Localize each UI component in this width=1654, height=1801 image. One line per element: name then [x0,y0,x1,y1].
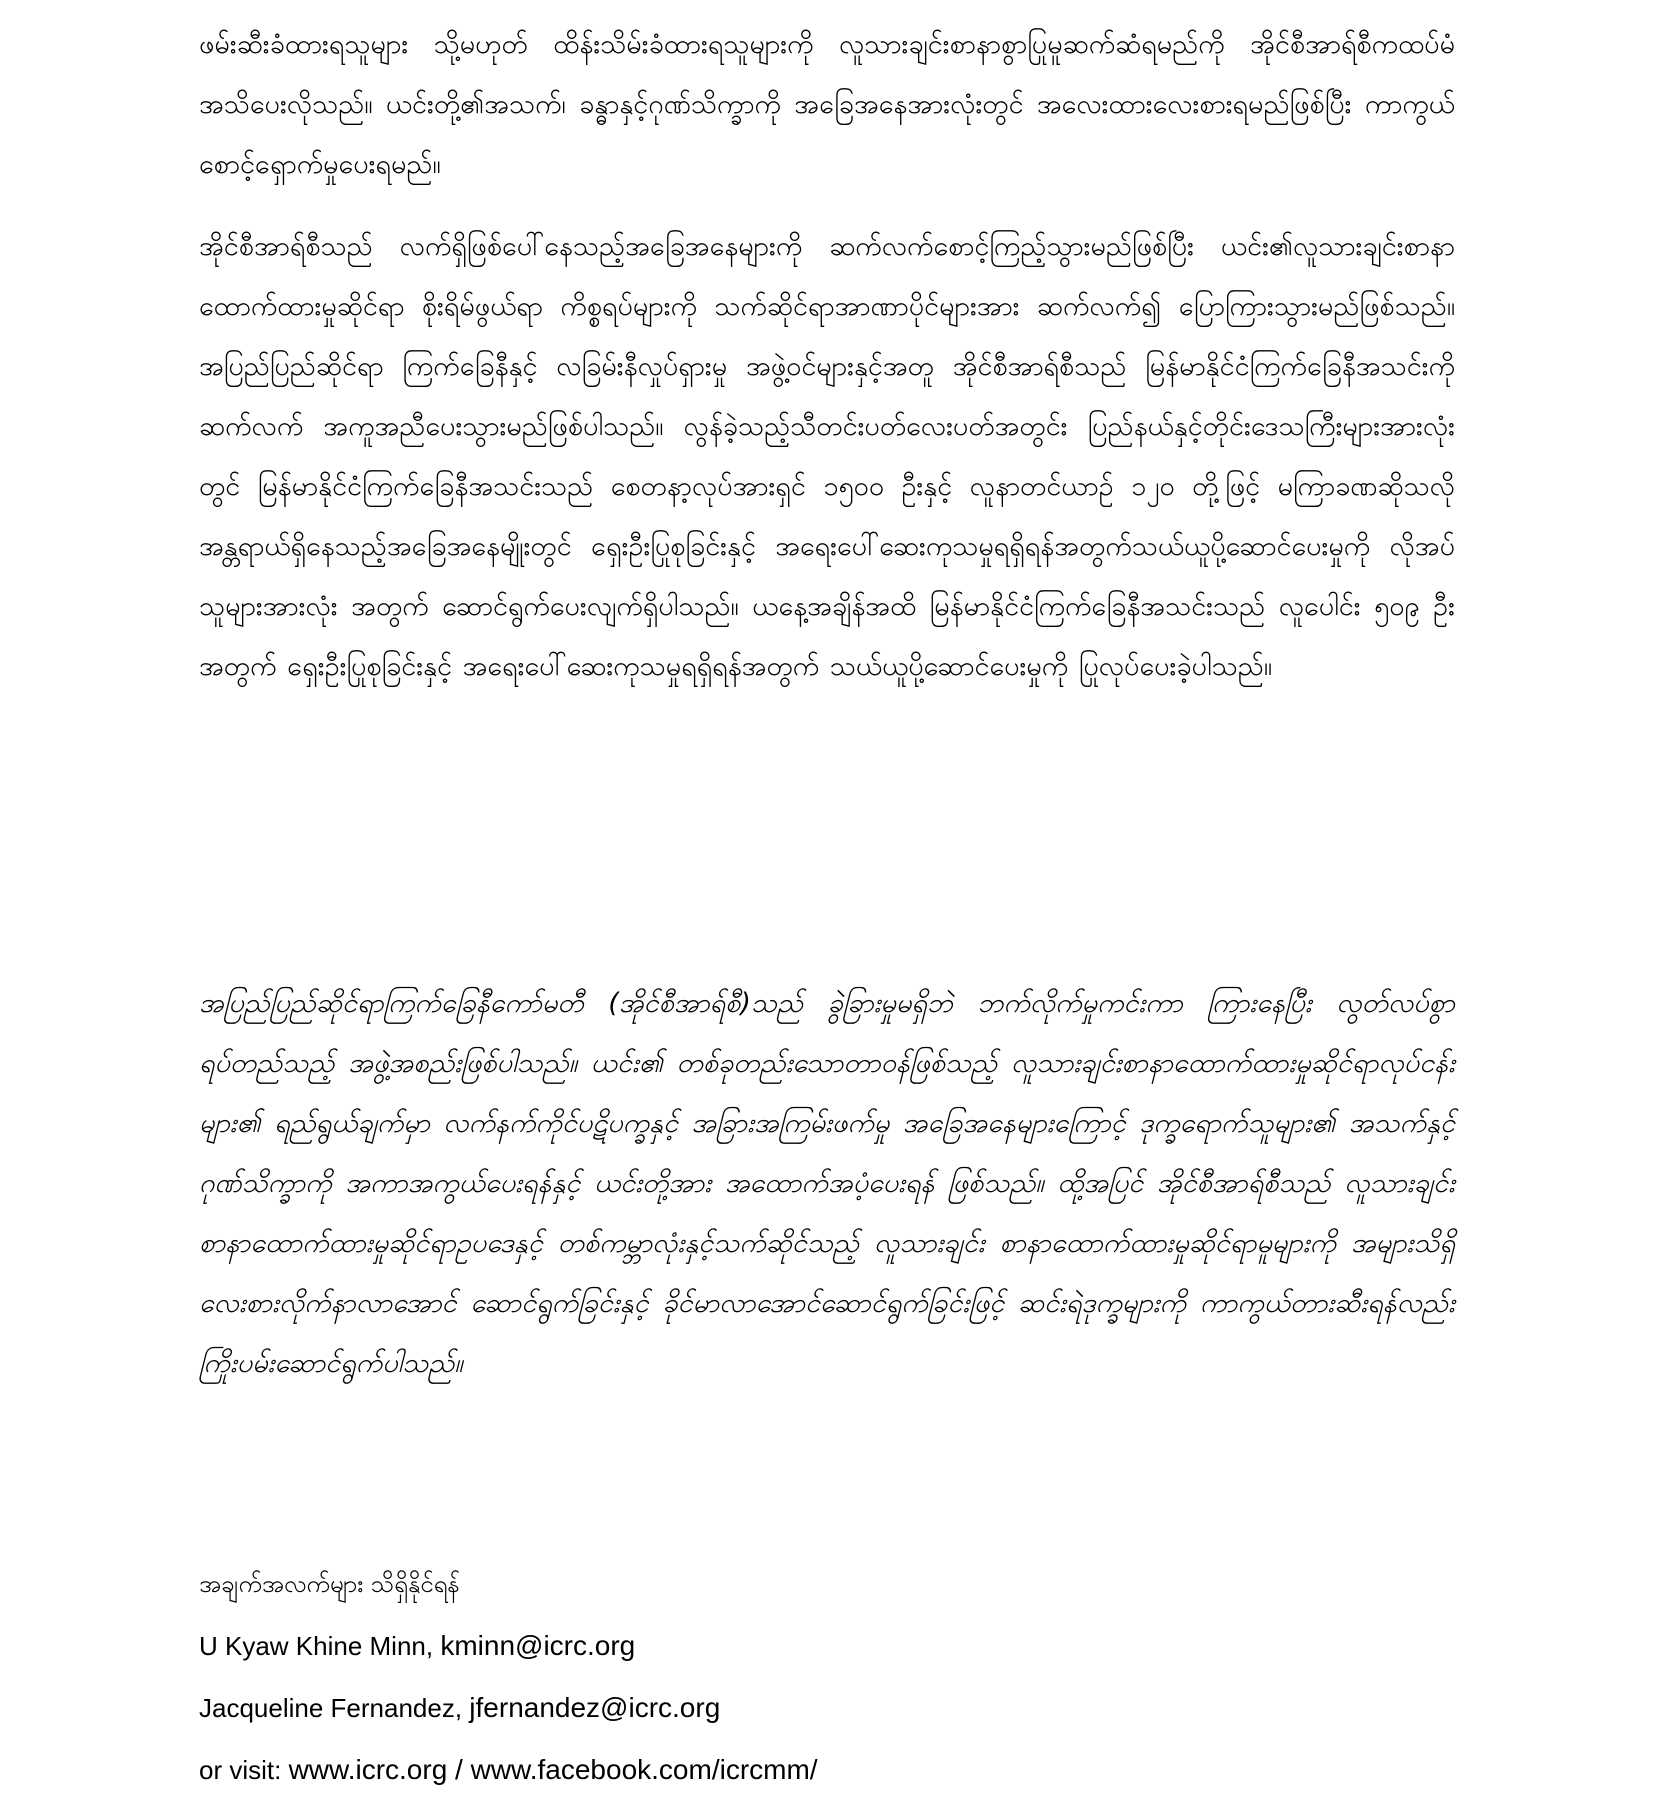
contact-person-2-name: Jacqueline Fernandez, [199,1693,463,1723]
contact-person-2-email[interactable]: jfernandez@icrc.org [469,1692,721,1723]
contact-section [199,1553,1455,1801]
contact-person-1-email[interactable]: kminn@icrc.org [440,1630,636,1661]
paragraph-icrc-boilerplate: အပြည်ပြည်ဆိုင်ရာကြက်ခြေနီကော်မတီ (အိုင်စီအာရ်စီ)သည် ခွဲခြားမှုမရှိဘဲ ဘက်လိုက်မှုကင်းကာ ကြားနေပြီး လွတ်လပ်စွာရပ်တည်သည့် အဖွဲ့အစည်းဖြစ်ပါသည်။ ယင်း၏ တစ်ခုတည်းသောတာဝန်ဖြစ်သည့် လူသားချင်းစာနာထောက်ထားမှုဆိုင်ရာလုပ်ငန်းများ၏ ရည်ရွယ်ချက်မှာ လက်နက်ကိုင်ပဋိပက္ခနှင့် အခြားအကြမ်းဖက်မှု အခြေအနေများကြောင့် ဒုက္ခရောက်သူများ၏ အသက်နှင့်ဂုဏ်သိက္ခာကို အကာအကွယ်ပေးရန်နှင့် ယင်းတို့အား အထောက်အပံ့ပေးရန် ဖြစ်သည်။ ထို့အပြင် အိုင်စီအာရ်စီသည် လူသားချင်းစာနာထောက်ထားမှုဆိုင်ရာဥပဒေနှင့် တစ်ကမ္ဘာလုံးနှင့်သက်ဆိုင်သည့် လူသားချင်း စာနာထောက်ထားမှုဆိုင်ရာမူများကို အများသိရှိလေးစားလိုက်နာလာအောင် ဆောင်ရွက်ခြင်းနှင့် ခိုင်မာလာအောင်ဆောင်ရွက်ခြင်းဖြင့် ဆင်းရဲဒုက္ခများကို ကာကွယ်တားဆီးရန်လည်း ကြိုးပမ်းဆောင်ရွက်ပါသည်။ [199,988,1455,1379]
visit-label: or visit: [199,1755,282,1785]
contact-visit-line [199,1739,1455,1801]
paragraph-icrc-monitoring: အိုင်စီအာရ်စီသည် လက်ရှိဖြစ်ပေါ်နေသည့်အခြေအနေများကို ဆက်လက်စောင့်ကြည့်သွားမည်ဖြစ်ပြီး ယင်း၏လူသားချင်းစာနာထောက်ထားမှုဆိုင်ရာ စိုးရိမ်ဖွယ်ရာ ကိစ္စရပ်များကို သက်ဆိုင်ရာအာဏာပိုင်များအား ဆက်လက်၍ ပြောကြားသွားမည်ဖြစ်သည်။ အပြည်ပြည်ဆိုင်ရာ ကြက်ခြေနီနှင့် လခြမ်းနီလှုပ်ရှားမှု အဖွဲ့ဝင်များနှင့်အတူ အိုင်စီအာရ်စီသည် မြန်မာနိုင်ငံကြက်ခြေနီအသင်းကို ဆက်လက် အကူအညီပေးသွားမည်ဖြစ်ပါသည်။ လွန်ခဲ့သည့်သီတင်းပတ်လေးပတ်အတွင်း ပြည်နယ်နှင့်တိုင်းဒေသကြီးများအားလုံးတွင် မြန်မာနိုင်ငံကြက်ခြေနီအသင်းသည် စေတနာ့လုပ်အားရှင် ၁၅၀၀ ဦးနှင့် လူနာတင်ယာဉ် ၁၂၀ တို့ဖြင့် မကြာခဏဆိုသလို အန္တရာယ်ရှိနေသည့်အခြေအနေမျိုးတွင် ရှေးဦးပြုစုခြင်းနှင့် အရေးပေါ်ဆေးကုသမှုရရှိရန်အတွက်သယ်ယူပို့ဆောင်ပေးမှုကို လိုအပ်သူများအားလုံး အတွက် ဆောင်ရွက်ပေးလျက်ရှိပါသည်။ ယနေ့အချိန်အထိ မြန်မာနိုင်ငံကြက်ခြေနီအသင်းသည် လူပေါင်း ၅၀၉ ဦးအတွက် ရှေးဦးပြုစုခြင်းနှင့် အရေးပေါ်ဆေးကုသမှုရရှိရန်အတွက် သယ်ယူပို့ဆောင်ပေးမှုကို ပြုလုပ်ပေးခဲ့ပါသည်။ [199,231,1455,682]
paragraph-detainee-treatment: ဖမ်းဆီးခံထားရသူများ သို့မဟုတ် ထိန်းသိမ်းခံထားရသူများကို လူသားချင်းစာနာစွာပြုမူဆက်ဆံရမည်ကို အိုင်စီအာရ်စီကထပ်မံအသိပေးလိုသည်။ ယင်းတို့၏အသက်၊ ခန္ဓာနှင့်ဂုဏ်သိက္ခာကို အခြေအနေအားလုံးတွင် အလေးထားလေးစားရမည်ဖြစ်ပြီး ကာကွယ်စောင့်ရှောက်မှုပေးရမည်။ [199,29,1455,180]
visit-links[interactable]: www.icrc.org / www.facebook.com/icrcmm/ [288,1754,818,1785]
document-page [199,0,1455,1795]
contact-person-1 [199,1615,1455,1677]
contact-heading: အချက်အလက်များ သိရှိနိုင်ရန် [199,1570,460,1598]
contact-person-2 [199,1677,1455,1739]
contact-person-1-name: U Kyaw Khine Minn, [199,1631,434,1661]
